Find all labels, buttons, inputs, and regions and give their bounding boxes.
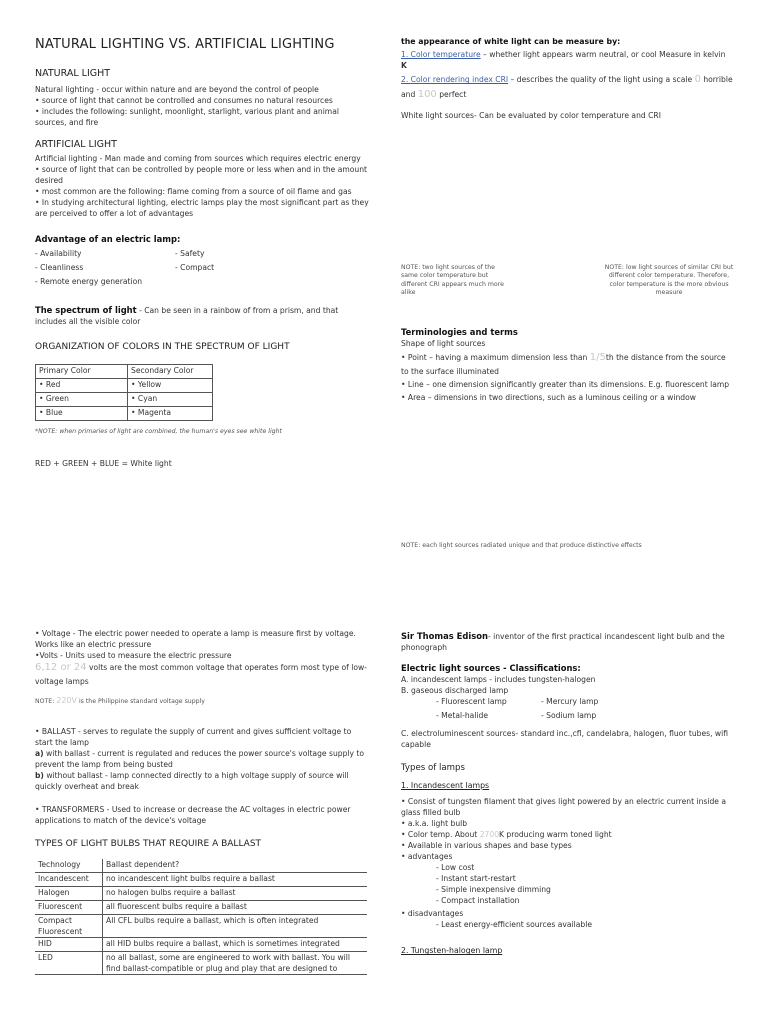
natural-line: • includes the following: sunlight, moonlight, starlight, various plant and animal sources, and fire bbox=[35, 106, 339, 127]
bulbs-heading: TYPES OF LIGHT BULBS THAT REQUIRE A BALLAST bbox=[35, 839, 262, 850]
term-line: • Line – one dimension significantly greater than its dimensions. E.g. fluorescent lamp bbox=[401, 379, 730, 389]
gaseous-item: - Sodium lamp bbox=[541, 711, 597, 721]
disadvantages-label: • disadvantages bbox=[401, 909, 464, 919]
term-point bbox=[401, 351, 733, 377]
gaseous-item: - Metal-halide bbox=[436, 711, 489, 721]
table-cell: no halogen bulbs require a ballast bbox=[103, 887, 368, 901]
table-cell: Incandescent bbox=[35, 873, 103, 887]
measure-1 bbox=[401, 49, 733, 71]
table-cell: • Blue bbox=[36, 406, 128, 420]
natural-line: • source of light that cannot be controlled and consumes no natural resources bbox=[35, 95, 333, 105]
table-row bbox=[36, 392, 213, 406]
table-cell: HID bbox=[35, 938, 103, 952]
measure-2-end: perfect bbox=[436, 89, 467, 99]
disadvantage-item: - Least energy-efficient sources available bbox=[436, 920, 593, 930]
artificial-line: Artificial lighting - Man made and coming from sources which requires electric energy bbox=[35, 154, 361, 164]
advantage-item: - Compact installation bbox=[436, 896, 520, 906]
advantage-item: - Simple inexpensive dimming bbox=[436, 885, 551, 895]
advantages-grid bbox=[35, 248, 370, 292]
terms-heading: Terminologies and terms bbox=[401, 327, 518, 337]
table-header-row bbox=[35, 859, 367, 873]
cri-link[interactable]: 2. Color rendering index CRI bbox=[401, 75, 509, 85]
class-b: B. gaseous discharged lamp bbox=[401, 686, 509, 696]
voltage-text: • Voltage - The electric power needed to operate a lamp is measure first by voltage. Works like an electric pressure bbox=[35, 629, 356, 649]
organization-heading: ORGANIZATION OF COLORS IN THE SPECTRUM OF LIGHT bbox=[35, 341, 290, 352]
right-top-column bbox=[401, 36, 733, 121]
artificial-line: • source of light that can be controlled by people more or less when and in the amount desired bbox=[35, 165, 368, 186]
primary-note: *NOTE: when primaries of light are combined, the human's eyes see white light bbox=[35, 427, 282, 435]
table-row bbox=[35, 901, 367, 915]
table-row bbox=[35, 952, 367, 975]
artificial-list bbox=[35, 153, 370, 219]
left-top-column bbox=[35, 36, 370, 469]
table-cell: • Yellow bbox=[128, 378, 213, 392]
ballast-a bbox=[35, 748, 370, 770]
color-temp-number: 2700 bbox=[479, 830, 500, 840]
type-1-line: • Consist of tungsten filament that gives light powered by an electric current inside a glass filled bulb bbox=[401, 797, 727, 818]
color-temp-a: • Color temp. About bbox=[401, 830, 480, 840]
artificial-line: • In studying architectural lighting, electric lamps play the most significant part as they are perceived to offer a lot of advantages bbox=[35, 198, 369, 219]
measure-1-text: – whether light appears warm neutral, or cool Measure in kelvin bbox=[480, 50, 726, 60]
table-header: Secondary Color bbox=[128, 364, 213, 378]
advantage-item: - Availability bbox=[35, 248, 82, 258]
transformers-text: • TRANSFORMERS - Used to increase or decrease the AC voltages in electric power applications to match of the device's voltage bbox=[35, 805, 351, 826]
class-a: A. incandescent lamps - includes tungsten-halogen bbox=[401, 675, 596, 685]
classification-heading: Electric light sources - Classifications: bbox=[401, 663, 581, 674]
right-bottom-column bbox=[401, 630, 733, 956]
natural-list bbox=[35, 84, 370, 128]
scale-hundred: 100 bbox=[417, 88, 437, 100]
ph-voltage-note bbox=[35, 696, 370, 707]
appearance-heading: the appearance of white light can be measure by: bbox=[401, 37, 621, 46]
spectrum-paragraph bbox=[35, 304, 370, 327]
gaseous-grid bbox=[401, 696, 733, 724]
gaseous-col-2 bbox=[541, 696, 598, 721]
table-cell: • Cyan bbox=[128, 392, 213, 406]
advantages-col-1 bbox=[35, 248, 142, 287]
table-cell: • Red bbox=[36, 378, 128, 392]
edison-name: Sir Thomas Edison bbox=[401, 631, 488, 641]
left-bottom-column bbox=[35, 628, 370, 975]
type-1-heading: 1. Incandescent lamps bbox=[401, 780, 490, 790]
advantages-col-2 bbox=[175, 248, 214, 273]
advantage-heading: Advantage of an electric lamp: bbox=[35, 234, 181, 245]
table-cell: • Magenta bbox=[128, 406, 213, 420]
term-point-a: • Point – having a maximum dimension less than bbox=[401, 353, 590, 363]
types-heading: Types of lamps bbox=[401, 763, 465, 774]
term-area: • Area – dimensions in two directions, such as a luminous ceiling or a window bbox=[401, 392, 696, 402]
artificial-line: • most common are the following: flame coming from a source of oil flame and gas bbox=[35, 187, 352, 197]
table-cell: Halogen bbox=[35, 887, 103, 901]
spectrum-text: - Can be seen in a rainbow of from a prism, and that includes all the visible color bbox=[35, 305, 339, 326]
table-row bbox=[35, 887, 367, 901]
color-temperature-link[interactable]: 1. Color temperature bbox=[401, 50, 481, 60]
ph-note-b: is the Philippine standard voltage supply bbox=[77, 697, 205, 705]
measure-2 bbox=[401, 73, 733, 102]
color-temp-b: K producing warm toned light bbox=[499, 830, 612, 840]
common-voltage-text: volts are the most common voltage that operates form most type of low-voltage lamps bbox=[35, 663, 367, 686]
advantage-item: - Low cost bbox=[436, 863, 475, 873]
color-temp-line bbox=[401, 829, 733, 840]
common-voltage bbox=[35, 661, 370, 687]
table-row bbox=[35, 938, 367, 952]
advantages-label: • advantages bbox=[401, 852, 453, 862]
ballast-a-text: with ballast - current is regulated and reduces the power source's voltage supply to prevent the lamp from being busted bbox=[35, 749, 365, 770]
advantage-item: - Compact bbox=[175, 262, 215, 272]
advantage-item: - Cleanliness bbox=[35, 262, 84, 272]
ballast-b-label: b) bbox=[35, 771, 44, 781]
terms-section bbox=[401, 326, 733, 403]
natural-heading: NATURAL LIGHT bbox=[35, 67, 111, 79]
natural-line: Natural lighting - occur within nature and are beyond the control of people bbox=[35, 84, 319, 94]
edison-paragraph bbox=[401, 630, 733, 653]
ph-note-number: 220V bbox=[56, 695, 77, 705]
table-row bbox=[36, 406, 213, 420]
table-header-row bbox=[36, 364, 213, 378]
table-header: Technology bbox=[35, 859, 103, 873]
table-header: Primary Color bbox=[36, 364, 128, 378]
scale-zero: 0 bbox=[694, 74, 701, 86]
rgb-equation: RED + GREEN + BLUE = White light bbox=[35, 459, 172, 469]
available-line: • Available in various shapes and base types bbox=[401, 841, 572, 851]
ballast-b bbox=[35, 770, 370, 792]
ballast-table bbox=[35, 859, 367, 975]
page-title: NATURAL LIGHTING VS. ARTIFICIAL LIGHTING bbox=[35, 37, 335, 52]
table-row bbox=[36, 378, 213, 392]
table-cell: Fluorescent bbox=[35, 901, 103, 915]
gaseous-item: - Fluorescent lamp bbox=[436, 697, 507, 707]
table-cell: All CFL bulbs require a ballast, which is often integrated bbox=[103, 915, 368, 938]
measure-2-text: – describes the quality of the light using a scale bbox=[508, 75, 695, 85]
gaseous-item: - Mercury lamp bbox=[541, 697, 599, 707]
measure-2-mid: horrible and bbox=[401, 75, 733, 99]
terms-sub: Shape of light sources bbox=[401, 339, 486, 349]
term-point-b: th the distance from the source to the surface illuminated bbox=[401, 353, 726, 376]
common-voltage-numbers: 6,12 or 24 bbox=[35, 662, 87, 673]
type-1-list bbox=[401, 796, 733, 930]
color-table bbox=[35, 364, 213, 421]
table-row bbox=[35, 873, 367, 887]
class-c: C. electroluminescent sources- standard inc.,cfl, candelabra, halogen, fluor tubes, wifi capable bbox=[401, 729, 729, 750]
type-2-heading: 2. Tungsten-halogen lamp bbox=[401, 946, 503, 956]
edison-text: - inventor of the first practical incandescent light bulb and the phonograph bbox=[401, 632, 725, 653]
table-cell: Compact Fluorescent bbox=[35, 915, 103, 938]
table-row bbox=[35, 915, 367, 938]
kelvin-unit: K bbox=[401, 61, 407, 71]
ballast-text: • BALLAST - serves to regulate the supply of current and gives sufficient voltage to start the lamp bbox=[35, 727, 352, 748]
ballast-b-text: without ballast - lamp connected directly to a high voltage supply of source will quickly overheat and break bbox=[35, 771, 349, 792]
type-1-line: • a.k.a. light bulb bbox=[401, 819, 468, 829]
advantage-item: - Safety bbox=[175, 248, 205, 258]
table-cell: no all ballast, some are engineered to work with ballast. You will find ballast-compatible or plug and play that are designed to bbox=[103, 952, 368, 975]
table-header: Ballast dependent? bbox=[103, 859, 368, 873]
ballast-a-label: a) bbox=[35, 749, 44, 759]
advantage-item: - Remote energy generation bbox=[35, 276, 143, 286]
table-cell: all HID bulbs require a ballast, which is sometimes integrated bbox=[103, 938, 368, 952]
artificial-heading: ARTIFICIAL LIGHT bbox=[35, 138, 117, 150]
advantage-item: - Instant start-restart bbox=[436, 874, 516, 884]
table-cell: LED bbox=[35, 952, 103, 975]
point-fraction: 1/5 bbox=[589, 352, 606, 364]
radiated-note: NOTE: each light sources radiated unique and that produce distinctive effects bbox=[401, 542, 642, 549]
white-sources: White light sources- Can be evaluated by color temperature and CRI bbox=[401, 111, 661, 121]
table-cell: • Green bbox=[36, 392, 128, 406]
volts-text: •Volts - Units used to measure the electric pressure bbox=[35, 651, 232, 660]
table-cell: all fluorescent bulbs require a ballast bbox=[103, 901, 368, 915]
gaseous-col-1 bbox=[436, 696, 507, 721]
note-cri-right: NOTE: low light sources of similar CRI but different color temperature. Therefore, color temperature is the more obvious measure bbox=[604, 264, 734, 297]
table-cell: no incandescent light bulbs require a ballast bbox=[103, 873, 368, 887]
note-cri-left: NOTE: two light sources of the same color temperature but different CRI appears much more alike bbox=[401, 264, 504, 297]
spectrum-label: The spectrum of light bbox=[35, 304, 137, 315]
ph-note-a: NOTE: bbox=[35, 697, 57, 705]
